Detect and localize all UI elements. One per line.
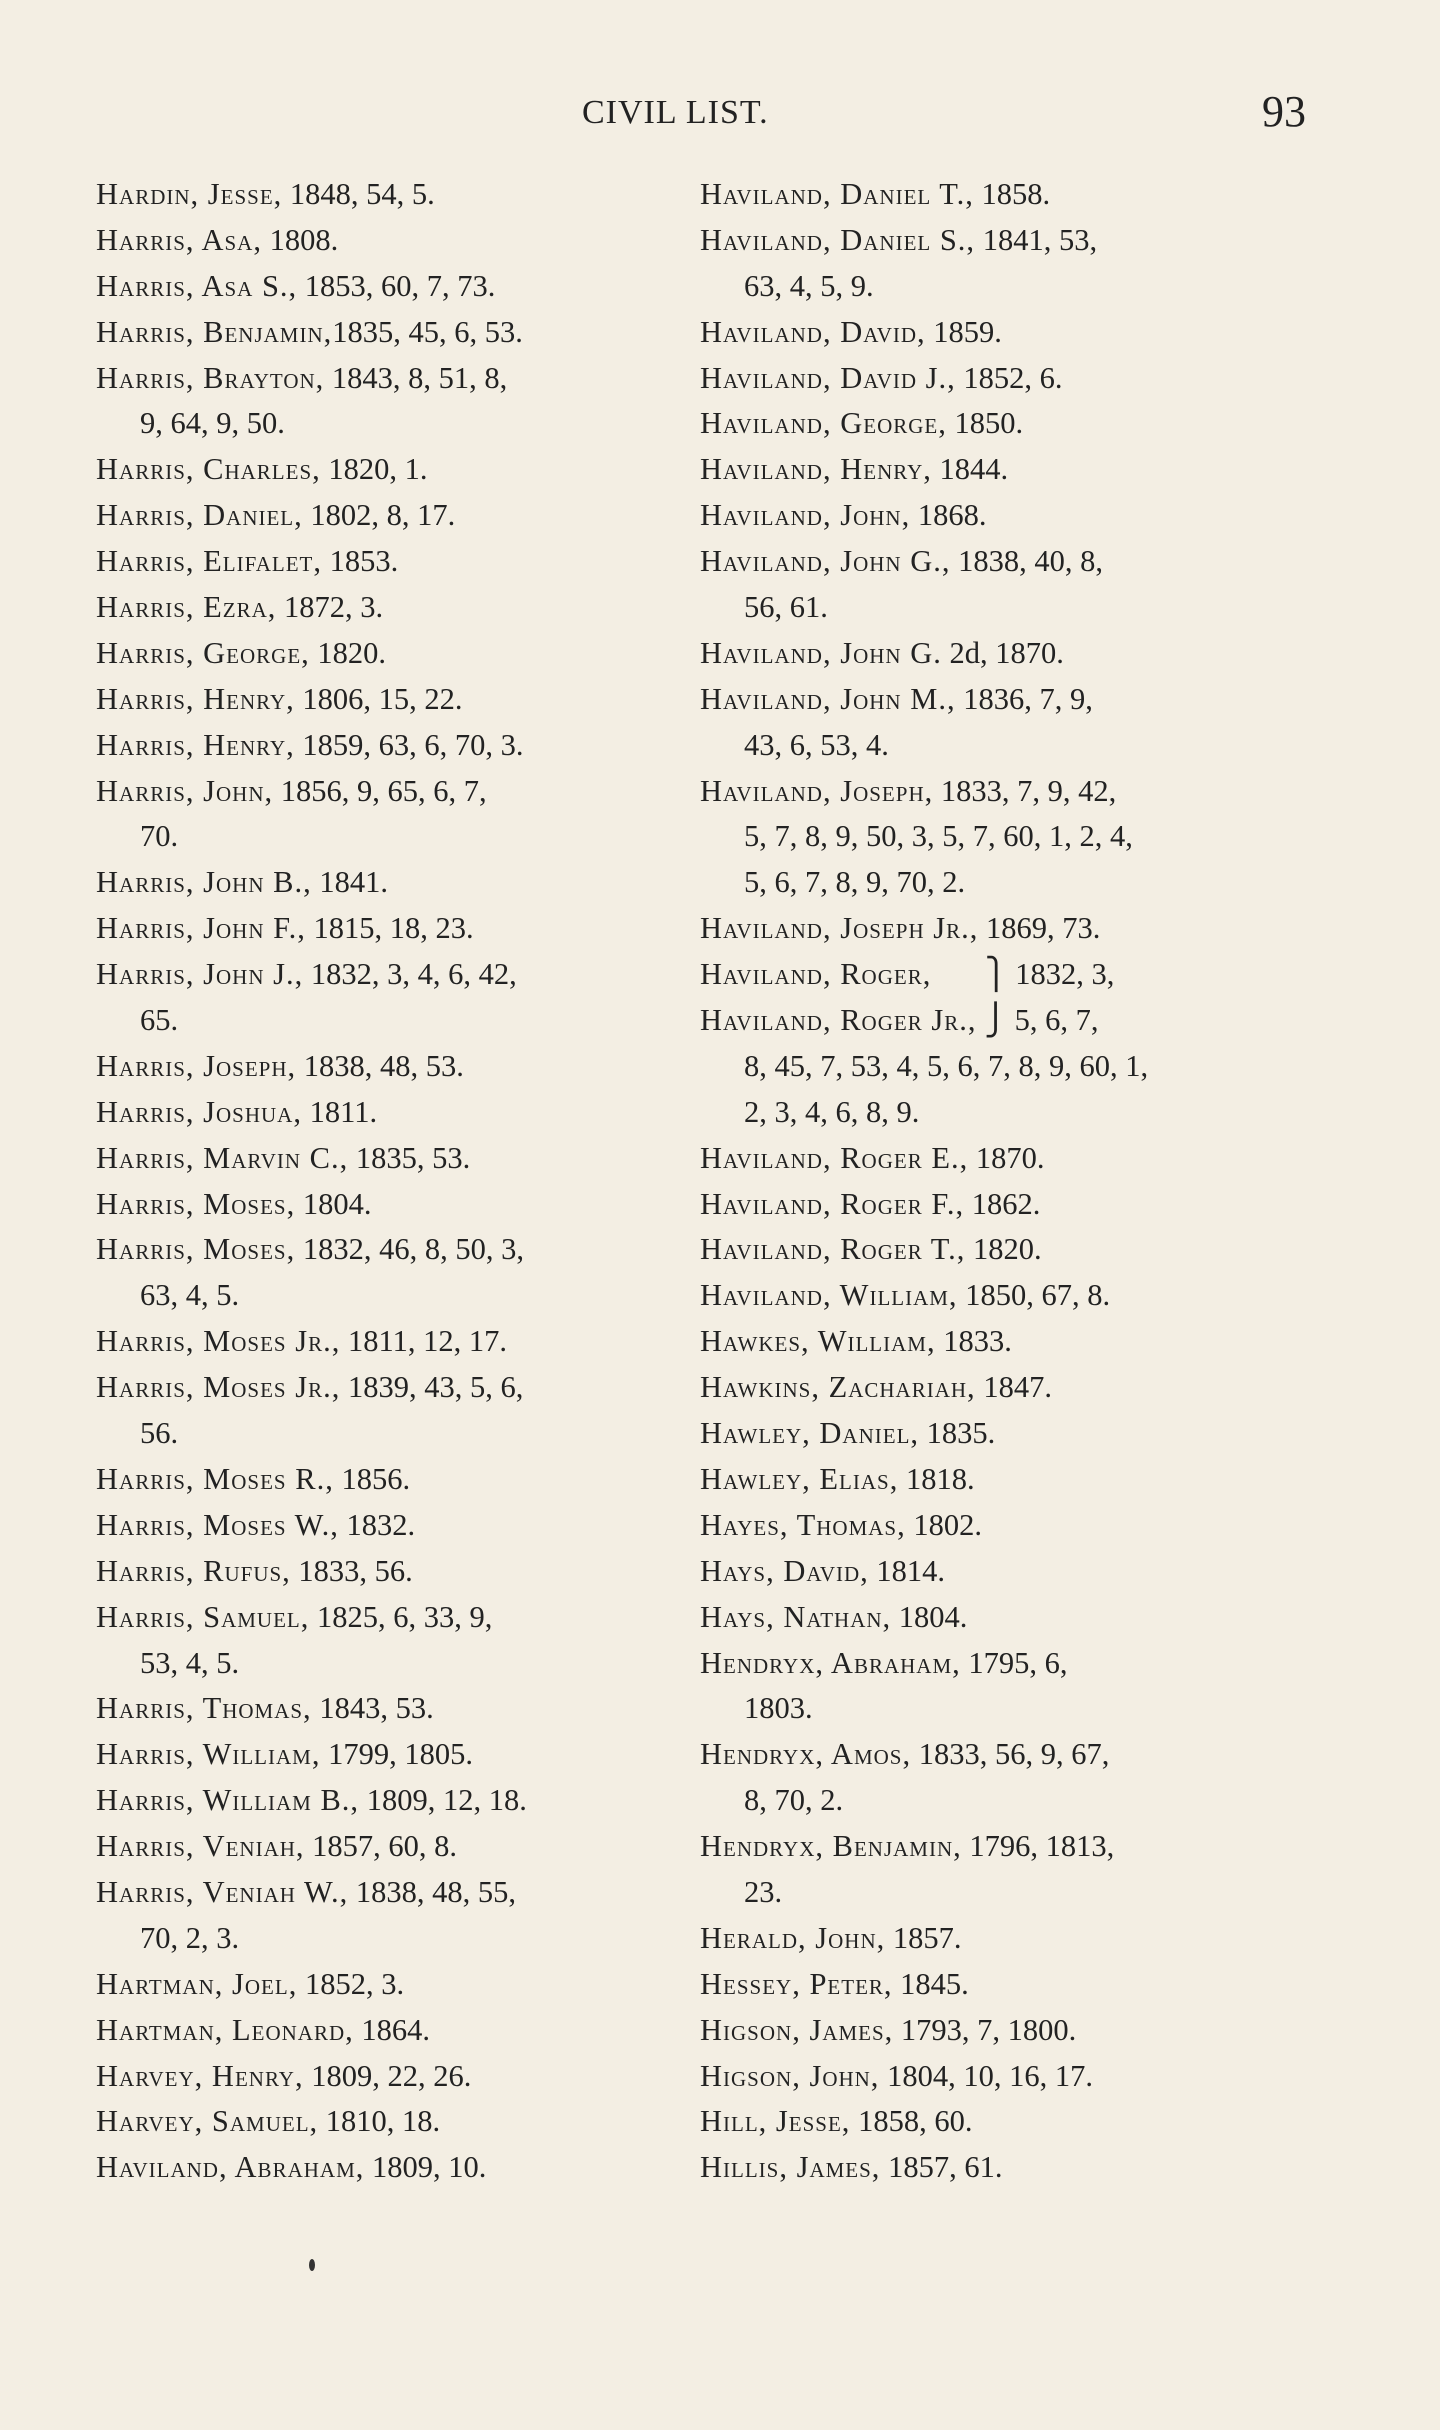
entry-name: Harris, Joshua, (96, 1094, 302, 1129)
index-entry (96, 1090, 696, 1136)
entry-years: 1815, 18, 23. (305, 911, 474, 946)
entry-years: 1848, 54, 5. (282, 177, 435, 211)
entry-name: Hayes, Thomas, (700, 1507, 906, 1542)
index-entry-continuation (96, 1411, 696, 1457)
index-entry (96, 1778, 696, 1824)
index-entry (96, 2008, 696, 2054)
entry-name: Harris, Samuel, (96, 1599, 310, 1634)
entry-years: 1833. (935, 1324, 1012, 1359)
entry-years: 1856, 9, 65, 6, 7, (273, 773, 487, 808)
entry-years: 1844. (931, 452, 1009, 487)
entry-name: Haviland, Roger F., (700, 1186, 965, 1221)
index-entry-continuation (700, 1686, 1320, 1732)
index-entry (96, 1870, 696, 1916)
entry-name: Harris, William, (96, 1737, 321, 1772)
entry-years: 1835, 45, 6, 53. (332, 314, 523, 349)
entry-years: 1845. (892, 1966, 969, 2001)
entry-years: 1858. (973, 177, 1051, 211)
entry-years: 43, 6, 53, 4. (744, 727, 889, 762)
entry-years: 23. (744, 1874, 783, 1909)
entry-years: 1843, 53. (311, 1691, 434, 1726)
entry-years: 1832, 3, 4, 6, 42, (303, 957, 517, 992)
entry-years: 1857, 61. (880, 2150, 1003, 2185)
entry-years: 1799, 1805. (320, 1737, 473, 1772)
entry-years: 1839, 43, 5, 6, (340, 1370, 524, 1405)
entry-name: Haviland, Roger T., (700, 1232, 966, 1267)
entry-name: Hardin, Jesse, (96, 177, 283, 211)
index-entry (700, 1227, 1320, 1273)
page-number: 93 (1262, 87, 1306, 136)
index-entry (96, 1227, 696, 1273)
ink-mark (309, 2259, 315, 2271)
index-entry (96, 952, 696, 998)
entry-years: 1868. (910, 498, 987, 533)
entry-years: 1841. (311, 865, 388, 900)
entry-name: Haviland, Joseph, (700, 773, 934, 808)
entry-name: Hillis, James, (700, 2150, 881, 2185)
index-entry (700, 1595, 1320, 1641)
entry-years: 1853. (321, 544, 399, 579)
entry-years: 1833, 56, 9, 67, (911, 1737, 1110, 1772)
entry-name: Harris, George, (96, 635, 310, 670)
entry-name: Haviland, David J., (700, 360, 956, 395)
entry-years: 1804, 10, 16, 17. (879, 2058, 1093, 2093)
entry-years: 1838, 48, 53. (296, 1048, 464, 1083)
index-entry (96, 1365, 696, 1411)
index-entry (96, 1962, 696, 2008)
entry-years: 1843, 8, 51, 8, (324, 360, 508, 395)
index-entry (96, 2145, 696, 2191)
index-entry-continuation (700, 264, 1320, 310)
index-entry (700, 906, 1320, 952)
index-entry (700, 310, 1320, 356)
entry-years: 1809, 22, 26. (303, 2058, 472, 2093)
index-entry (700, 2145, 1320, 2191)
index-entry (700, 1962, 1320, 2008)
entry-name: Harris, Ezra, (96, 590, 277, 625)
index-entry (96, 1503, 696, 1549)
entry-years: 1838, 48, 55, (348, 1874, 516, 1909)
entry-years: 1852, 3. (297, 1966, 405, 2001)
index-entry (96, 447, 696, 493)
index-entry (700, 1319, 1320, 1365)
entry-years: 1808. (261, 222, 339, 257)
index-entry (700, 401, 1320, 447)
entry-name: Haviland, John G. (700, 635, 942, 670)
index-entry (96, 356, 696, 402)
entry-years: 1814. (868, 1553, 946, 1588)
entry-years: 1850, 67, 8. (957, 1278, 1111, 1313)
running-title: CIVIL LIST. (582, 94, 769, 131)
entry-name: Hendryx, Amos, (700, 1737, 912, 1772)
index-entry-continuation (96, 998, 696, 1044)
entry-years: 1811, 12, 17. (340, 1324, 507, 1359)
index-entry (96, 1595, 696, 1641)
index-entry (96, 906, 696, 952)
index-entry (700, 1549, 1320, 1595)
entry-years: 1804. (891, 1599, 968, 1634)
entry-name: Haviland, John, (700, 498, 911, 533)
entry-years: 8, 70, 2. (744, 1783, 844, 1818)
entry-years: 1793, 7, 1800. (893, 2012, 1077, 2047)
entry-name: Harris, Asa, (96, 222, 262, 257)
index-entry (700, 1641, 1320, 1687)
entry-name: Harris, Daniel, (96, 498, 303, 533)
entry-years: 1802. (905, 1507, 982, 1542)
entry-name: Haviland, Abraham, (96, 2150, 365, 2185)
entry-name: Harris, Marvin C., (96, 1140, 349, 1175)
index-entry-continuation (700, 1870, 1320, 1916)
entry-name: Harris, Rufus, (96, 1553, 291, 1588)
index-entry (96, 218, 696, 264)
entry-name: Haviland, William, (700, 1278, 958, 1313)
index-entry (96, 631, 696, 677)
entry-years: 1833, 7, 9, 42, (933, 773, 1117, 808)
index-entry (96, 723, 696, 769)
index-entry (700, 677, 1320, 723)
entry-years: 1818. (898, 1461, 975, 1496)
entry-name: Harris, Brayton, (96, 360, 325, 395)
entry-name: Haviland, David, (700, 314, 926, 349)
entry-years: 1806, 15, 22. (294, 681, 463, 716)
entry-name: Harris, Veniah W., (96, 1874, 349, 1909)
entry-name: Harris, Moses Jr., (96, 1370, 341, 1405)
index-entry (96, 2054, 696, 2100)
entry-name: Harris, Henry, (96, 727, 295, 762)
index-entry (96, 677, 696, 723)
entry-name: Haviland, George, (700, 406, 947, 441)
index-entry (96, 1549, 696, 1595)
entry-name: Hendryx, Abraham, (700, 1645, 961, 1680)
entry-years: 56. (140, 1416, 179, 1451)
index-entry-continuation (700, 1044, 1320, 1090)
index-entry (700, 172, 1320, 218)
entry-name: Herald, John, (700, 1920, 886, 1955)
entry-years: 1820. (965, 1232, 1042, 1267)
entry-name: Harris, Asa S., (96, 268, 298, 303)
index-entry (700, 539, 1320, 585)
entry-name: Harris, Henry, (96, 681, 295, 716)
index-entry-continuation (96, 401, 696, 447)
entry-years: 1795, 6, (960, 1645, 1068, 1680)
entry-years: 1820. (309, 635, 387, 670)
index-entry-continuation (700, 1778, 1320, 1824)
entry-name: Harris, Elifalet, (96, 544, 322, 579)
entry-years: 1850. (946, 406, 1024, 441)
entry-name: Hessey, Peter, (700, 1966, 893, 2001)
index-entry (700, 952, 1320, 998)
entry-name: Hays, Nathan, (700, 1599, 892, 1634)
index-entry (700, 2054, 1320, 2100)
entry-years: 2d, 1870. (941, 635, 1064, 670)
index-entry (96, 1136, 696, 1182)
entry-name: Harris, Joseph, (96, 1048, 297, 1083)
index-entry (96, 1686, 696, 1732)
index-entry (96, 172, 696, 218)
entry-name: Haviland, John G., (700, 544, 951, 579)
entry-name: Higson, John, (700, 2058, 880, 2093)
entry-years: 1809, 10. (364, 2150, 487, 2185)
entry-years: 1809, 12, 18. (359, 1783, 527, 1818)
entry-name: Higson, James, (700, 2012, 894, 2047)
entry-name: Harris, Thomas, (96, 1691, 312, 1726)
entry-years: 1857. (885, 1920, 962, 1955)
entry-years: 1862. (964, 1186, 1041, 1221)
index-entry-continuation (700, 585, 1320, 631)
entry-name: Hill, Jesse, (700, 2104, 851, 2139)
index-entry-continuation (96, 1916, 696, 1962)
index-entry (96, 310, 696, 356)
entry-name: Haviland, Daniel S., (700, 222, 976, 257)
entry-years: 1864. (353, 2012, 431, 2047)
entry-years: 1802, 8, 17. (302, 498, 456, 533)
entry-years: 1859. (925, 314, 1002, 349)
entry-name: Haviland, Daniel T., (700, 177, 974, 211)
entry-years: 1820, 1. (320, 452, 428, 487)
entry-years: 1835. (919, 1416, 996, 1451)
index-entry (96, 493, 696, 539)
entry-years: 1869, 73. (978, 911, 1101, 946)
entry-name: Haviland, John M., (700, 681, 956, 716)
entry-name: Harris, Moses R., (96, 1461, 334, 1496)
index-entry (96, 539, 696, 585)
entry-years: 1856. (333, 1461, 411, 1496)
entry-name: Harris, John F., (96, 911, 306, 946)
entry-years: 70, 2, 3. (140, 1920, 240, 1955)
entry-name: Harvey, Henry, (96, 2058, 304, 2093)
index-entry (700, 2099, 1320, 2145)
index-entry (700, 1273, 1320, 1319)
index-entry (96, 1824, 696, 1870)
entry-years: 8, 45, 7, 53, 4, 5, 6, 7, 8, 9, 60, 1, (744, 1048, 1149, 1083)
index-entry (700, 1916, 1320, 1962)
entry-name: Hendryx, Benjamin, (700, 1829, 962, 1864)
left-column (96, 172, 696, 2191)
right-column (700, 172, 1320, 2191)
entry-years: 1833, 56. (290, 1553, 413, 1588)
index-entry-continuation (96, 1641, 696, 1687)
index-entry (700, 1732, 1320, 1778)
entry-years: 1811. (301, 1094, 378, 1129)
index-entry (700, 218, 1320, 264)
entry-years: 1804. (295, 1186, 372, 1221)
entry-years: 1836, 7, 9, (955, 681, 1093, 716)
entry-years: 70. (140, 819, 179, 854)
entry-years: 1825, 6, 33, 9, (309, 1599, 493, 1634)
index-entry (700, 2008, 1320, 2054)
index-entry (96, 1044, 696, 1090)
entry-name: Harris, Charles, (96, 452, 321, 487)
entry-name: Haviland, Roger, (700, 957, 932, 992)
index-entry (700, 1365, 1320, 1411)
entry-years: 5, 6, 7, 8, 9, 70, 2. (744, 865, 966, 900)
entry-name: Harris, John J., (96, 957, 304, 992)
entry-years: 1841, 53, (975, 222, 1098, 257)
index-entry (96, 1732, 696, 1778)
index-entry (700, 769, 1320, 815)
entry-years: 1853, 60, 7, 73. (297, 268, 496, 303)
entry-years: ⎫ 1832, 3, (931, 957, 1115, 992)
entry-years: 5, 7, 8, 9, 50, 3, 5, 7, 60, 1, 2, 4, (744, 819, 1133, 854)
entry-name: Haviland, Henry, (700, 452, 932, 487)
index-entry-continuation (96, 814, 696, 860)
index-entry (700, 1457, 1320, 1503)
entry-years: 53, 4, 5. (140, 1645, 240, 1680)
index-entry-continuation (96, 1273, 696, 1319)
index-entry (700, 631, 1320, 677)
entry-years: 1796, 1813, (961, 1829, 1115, 1864)
entry-years: 1857, 60, 8. (304, 1829, 458, 1864)
entry-name: Hartman, Leonard, (96, 2012, 354, 2047)
entry-name: Harris, John, (96, 773, 274, 808)
index-entry (700, 1411, 1320, 1457)
index-entry-continuation (700, 860, 1320, 906)
index-entry-continuation (700, 723, 1320, 769)
index-entry (700, 1824, 1320, 1870)
index-entry (700, 493, 1320, 539)
entry-name: Haviland, Roger E., (700, 1140, 969, 1175)
index-entry (96, 1182, 696, 1228)
entry-years: 1835, 53. (348, 1140, 471, 1175)
entry-name: Hawkins, Zachariah, (700, 1370, 976, 1405)
index-entry (96, 264, 696, 310)
entry-years: 1847. (975, 1370, 1052, 1405)
entry-years: 56, 61. (744, 590, 828, 625)
page-header (0, 87, 1440, 142)
entry-name: Hartman, Joel, (96, 1966, 298, 2001)
index-entry (700, 1503, 1320, 1549)
index-entry (700, 1136, 1320, 1182)
entry-years: 1852, 6. (955, 360, 1063, 395)
entry-name: Hawley, Elias, (700, 1461, 899, 1496)
index-entry-continuation (700, 1090, 1320, 1136)
entry-name: Hawley, Daniel, (700, 1416, 920, 1451)
entry-years: 1858, 60. (850, 2104, 973, 2139)
entry-name: Harris, Moses Jr., (96, 1324, 341, 1359)
index-entry (96, 585, 696, 631)
index-entry (96, 1457, 696, 1503)
entry-name: Harris, John B., (96, 865, 312, 900)
entry-name: Harris, Moses, (96, 1232, 296, 1267)
entry-name: Hawkes, William, (700, 1324, 936, 1359)
entry-name: Haviland, Joseph Jr., (700, 911, 979, 946)
index-entry (700, 447, 1320, 493)
entry-years: 1870. (968, 1140, 1045, 1175)
entry-name: Harvey, Samuel, (96, 2104, 319, 2139)
entry-name: Harris, William B., (96, 1783, 360, 1818)
index-entry (96, 1319, 696, 1365)
entry-years: 1872, 3. (276, 590, 384, 625)
index-entry (96, 769, 696, 815)
entry-years: 2, 3, 4, 6, 8, 9. (744, 1094, 920, 1129)
entry-name: Harris, Benjamin, (96, 314, 333, 349)
entry-years: 1832. (338, 1507, 416, 1542)
entry-years: 63, 4, 5. (140, 1278, 240, 1313)
entry-name: Harris, Moses, (96, 1186, 296, 1221)
entry-years: 1832, 46, 8, 50, 3, (295, 1232, 524, 1267)
entry-years: 65. (140, 1003, 179, 1038)
entry-years: 1838, 40, 8, (950, 544, 1103, 579)
index-entry (700, 1182, 1320, 1228)
entry-years: 63, 4, 5, 9. (744, 268, 874, 303)
entry-years: ⎭ 5, 6, 7, (976, 1003, 1099, 1038)
entry-name: Haviland, Roger Jr., (700, 1003, 977, 1038)
index-entry (96, 2099, 696, 2145)
entry-name: Harris, Veniah, (96, 1829, 305, 1864)
entry-name: Harris, Moses W., (96, 1507, 339, 1542)
entry-name: Hays, David, (700, 1553, 869, 1588)
index-entry (96, 860, 696, 906)
entry-years: 1810, 18. (318, 2104, 441, 2139)
index-entry (700, 356, 1320, 402)
entry-years: 1859, 63, 6, 70, 3. (294, 727, 524, 762)
entry-years: 9, 64, 9, 50. (140, 406, 285, 441)
entry-years: 1803. (744, 1691, 813, 1726)
index-entry (700, 998, 1320, 1044)
index-entry-continuation (700, 814, 1320, 860)
